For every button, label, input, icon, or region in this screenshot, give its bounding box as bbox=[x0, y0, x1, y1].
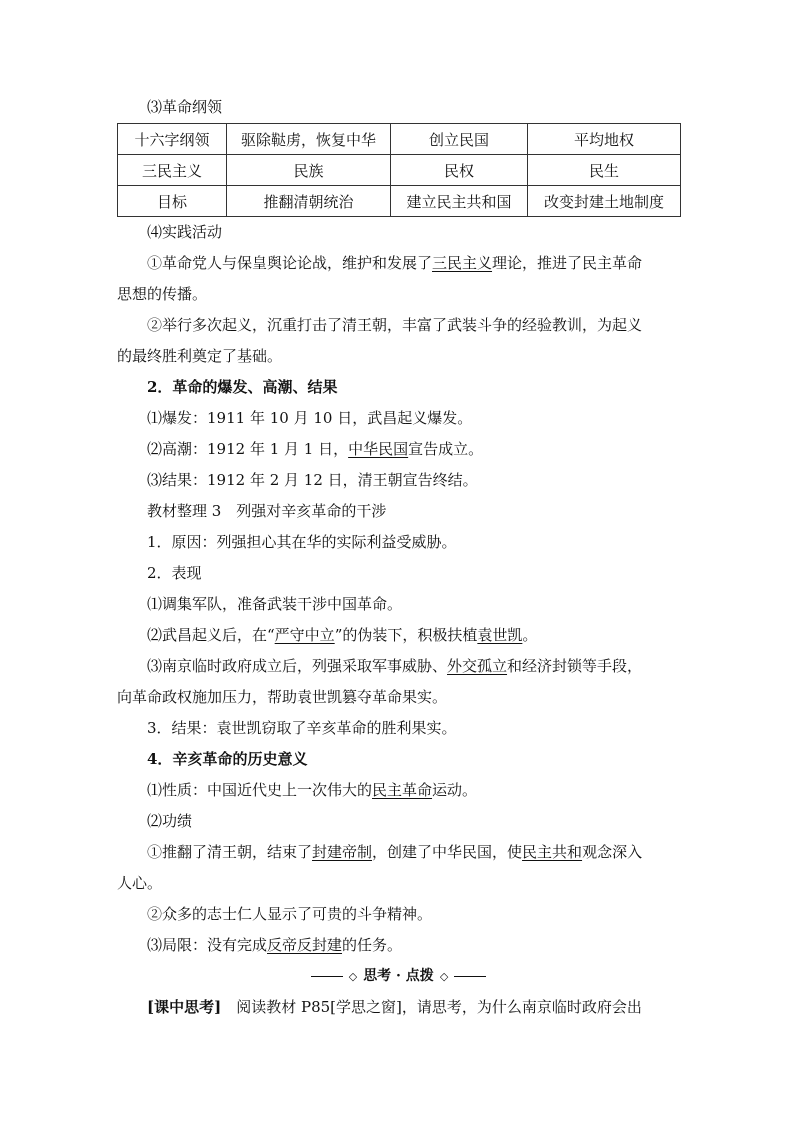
significance-heading: 4．辛亥革命的历史意义 bbox=[147, 750, 308, 768]
underlined-term: 民主共和 bbox=[522, 843, 583, 861]
table-cell: 民生 bbox=[528, 155, 681, 186]
achievements-heading: ⑵功绩 bbox=[147, 812, 193, 830]
class-question-text: 阅读教材 P85[学思之窗]，请思考，为什么南京临时政府会出 bbox=[221, 998, 642, 1016]
revolution-heading: 2．革命的爆发、高潮、结果 bbox=[147, 378, 338, 396]
table-cell: 民权 bbox=[391, 155, 528, 186]
result-line: ⑶结果：1912 年 2 月 12 日，清王朝宣告终结。 bbox=[147, 471, 478, 489]
divider-title: 思考 · 点拨 bbox=[363, 968, 434, 984]
limitation-line: ⑶局限：没有完成反帝反封建的任务。 bbox=[147, 936, 403, 954]
table-cell: 平均地权 bbox=[528, 124, 681, 155]
class-question-tag: [课中思考] bbox=[147, 998, 222, 1016]
cause-line: 1．原因：列强担心其在华的实际利益受威胁。 bbox=[147, 533, 457, 551]
performance-item-2: ⑵武昌起义后，在“严守中立”的伪装下，积极扶植袁世凯。 bbox=[147, 626, 538, 644]
outcome-line: 3．结果：袁世凯窃取了辛亥革命的胜利果实。 bbox=[147, 719, 457, 737]
section-divider bbox=[117, 961, 680, 992]
document-page bbox=[117, 92, 680, 1023]
table-cell: 推翻清朝统治 bbox=[227, 186, 391, 217]
achievement-item-2: ②众多的志士仁人显示了可贵的斗争精神。 bbox=[147, 905, 433, 923]
table-cell: 目标 bbox=[118, 186, 227, 217]
class-question bbox=[117, 992, 680, 1023]
diamond-icon: ◇ bbox=[348, 970, 358, 983]
underlined-term: 严守中立 bbox=[274, 626, 335, 644]
table-cell: 三民主义 bbox=[118, 155, 227, 186]
performance-item-1: ⑴调集军队，准备武装干涉中国革命。 bbox=[147, 595, 403, 613]
practice-item-2-continued: 的最终胜利奠定了基础。 bbox=[117, 347, 283, 365]
practice-heading: ⑷实践活动 bbox=[147, 223, 223, 241]
table-cell: 民族 bbox=[227, 155, 391, 186]
underlined-term: 三民主义 bbox=[432, 254, 493, 272]
underlined-term: 中华民国 bbox=[348, 440, 409, 458]
table-cell: 驱除鞑虏，恢复中华 bbox=[227, 124, 391, 155]
table-cell: 十六字纲领 bbox=[118, 124, 227, 155]
table-row bbox=[118, 124, 681, 155]
diamond-icon: ◇ bbox=[439, 970, 449, 983]
practice-item-1: ①革命党人与保皇舆论论战，维护和发展了三民主义理论，推进了民主革命 bbox=[147, 254, 643, 272]
underlined-term: 民主革命 bbox=[372, 781, 433, 799]
practice-item-2: ②举行多次起义，沉重打击了清王朝，丰富了武装斗争的经验教训，为起义 bbox=[147, 316, 643, 334]
program-heading: ⑶革命纲领 bbox=[147, 98, 223, 116]
underlined-term: 反帝反封建 bbox=[267, 936, 343, 954]
table-cell: 创立民国 bbox=[391, 124, 528, 155]
table-cell: 建立民主共和国 bbox=[391, 186, 528, 217]
textbook-section-heading: 教材整理 3 列强对辛亥革命的干涉 bbox=[147, 502, 387, 520]
performance-item-3-continued: 向革命政权施加压力，帮助袁世凯篡夺革命果实。 bbox=[117, 688, 448, 706]
divider-rule bbox=[311, 976, 343, 977]
achievement-item-1: ①推翻了清王朝，结束了封建帝制，创建了中华民国，使民主共和观念深入 bbox=[147, 843, 643, 861]
underlined-term: 袁世凯 bbox=[477, 626, 523, 644]
nature-line: ⑴性质：中国近代史上一次伟大的民主革命运动。 bbox=[147, 781, 478, 799]
climax-line: ⑵高潮：1912 年 1 月 1 日，中华民国宣告成立。 bbox=[147, 440, 484, 458]
underlined-term: 封建帝制 bbox=[312, 843, 373, 861]
table-cell: 改变封建土地制度 bbox=[528, 186, 681, 217]
performance-heading: 2．表现 bbox=[147, 564, 202, 582]
table-row bbox=[118, 186, 681, 217]
outbreak-line: ⑴爆发：1911 年 10 月 10 日，武昌起义爆发。 bbox=[147, 409, 473, 427]
underlined-term: 外交孤立 bbox=[447, 657, 508, 675]
performance-item-3: ⑶南京临时政府成立后，列强采取军事威胁、外交孤立和经济封锁等手段， bbox=[147, 657, 643, 675]
achievement-item-1-continued: 人心。 bbox=[117, 874, 163, 892]
table-row bbox=[118, 155, 681, 186]
practice-item-1-continued: 思想的传播。 bbox=[117, 285, 208, 303]
revolution-program-table bbox=[117, 123, 681, 217]
divider-rule bbox=[454, 976, 486, 977]
